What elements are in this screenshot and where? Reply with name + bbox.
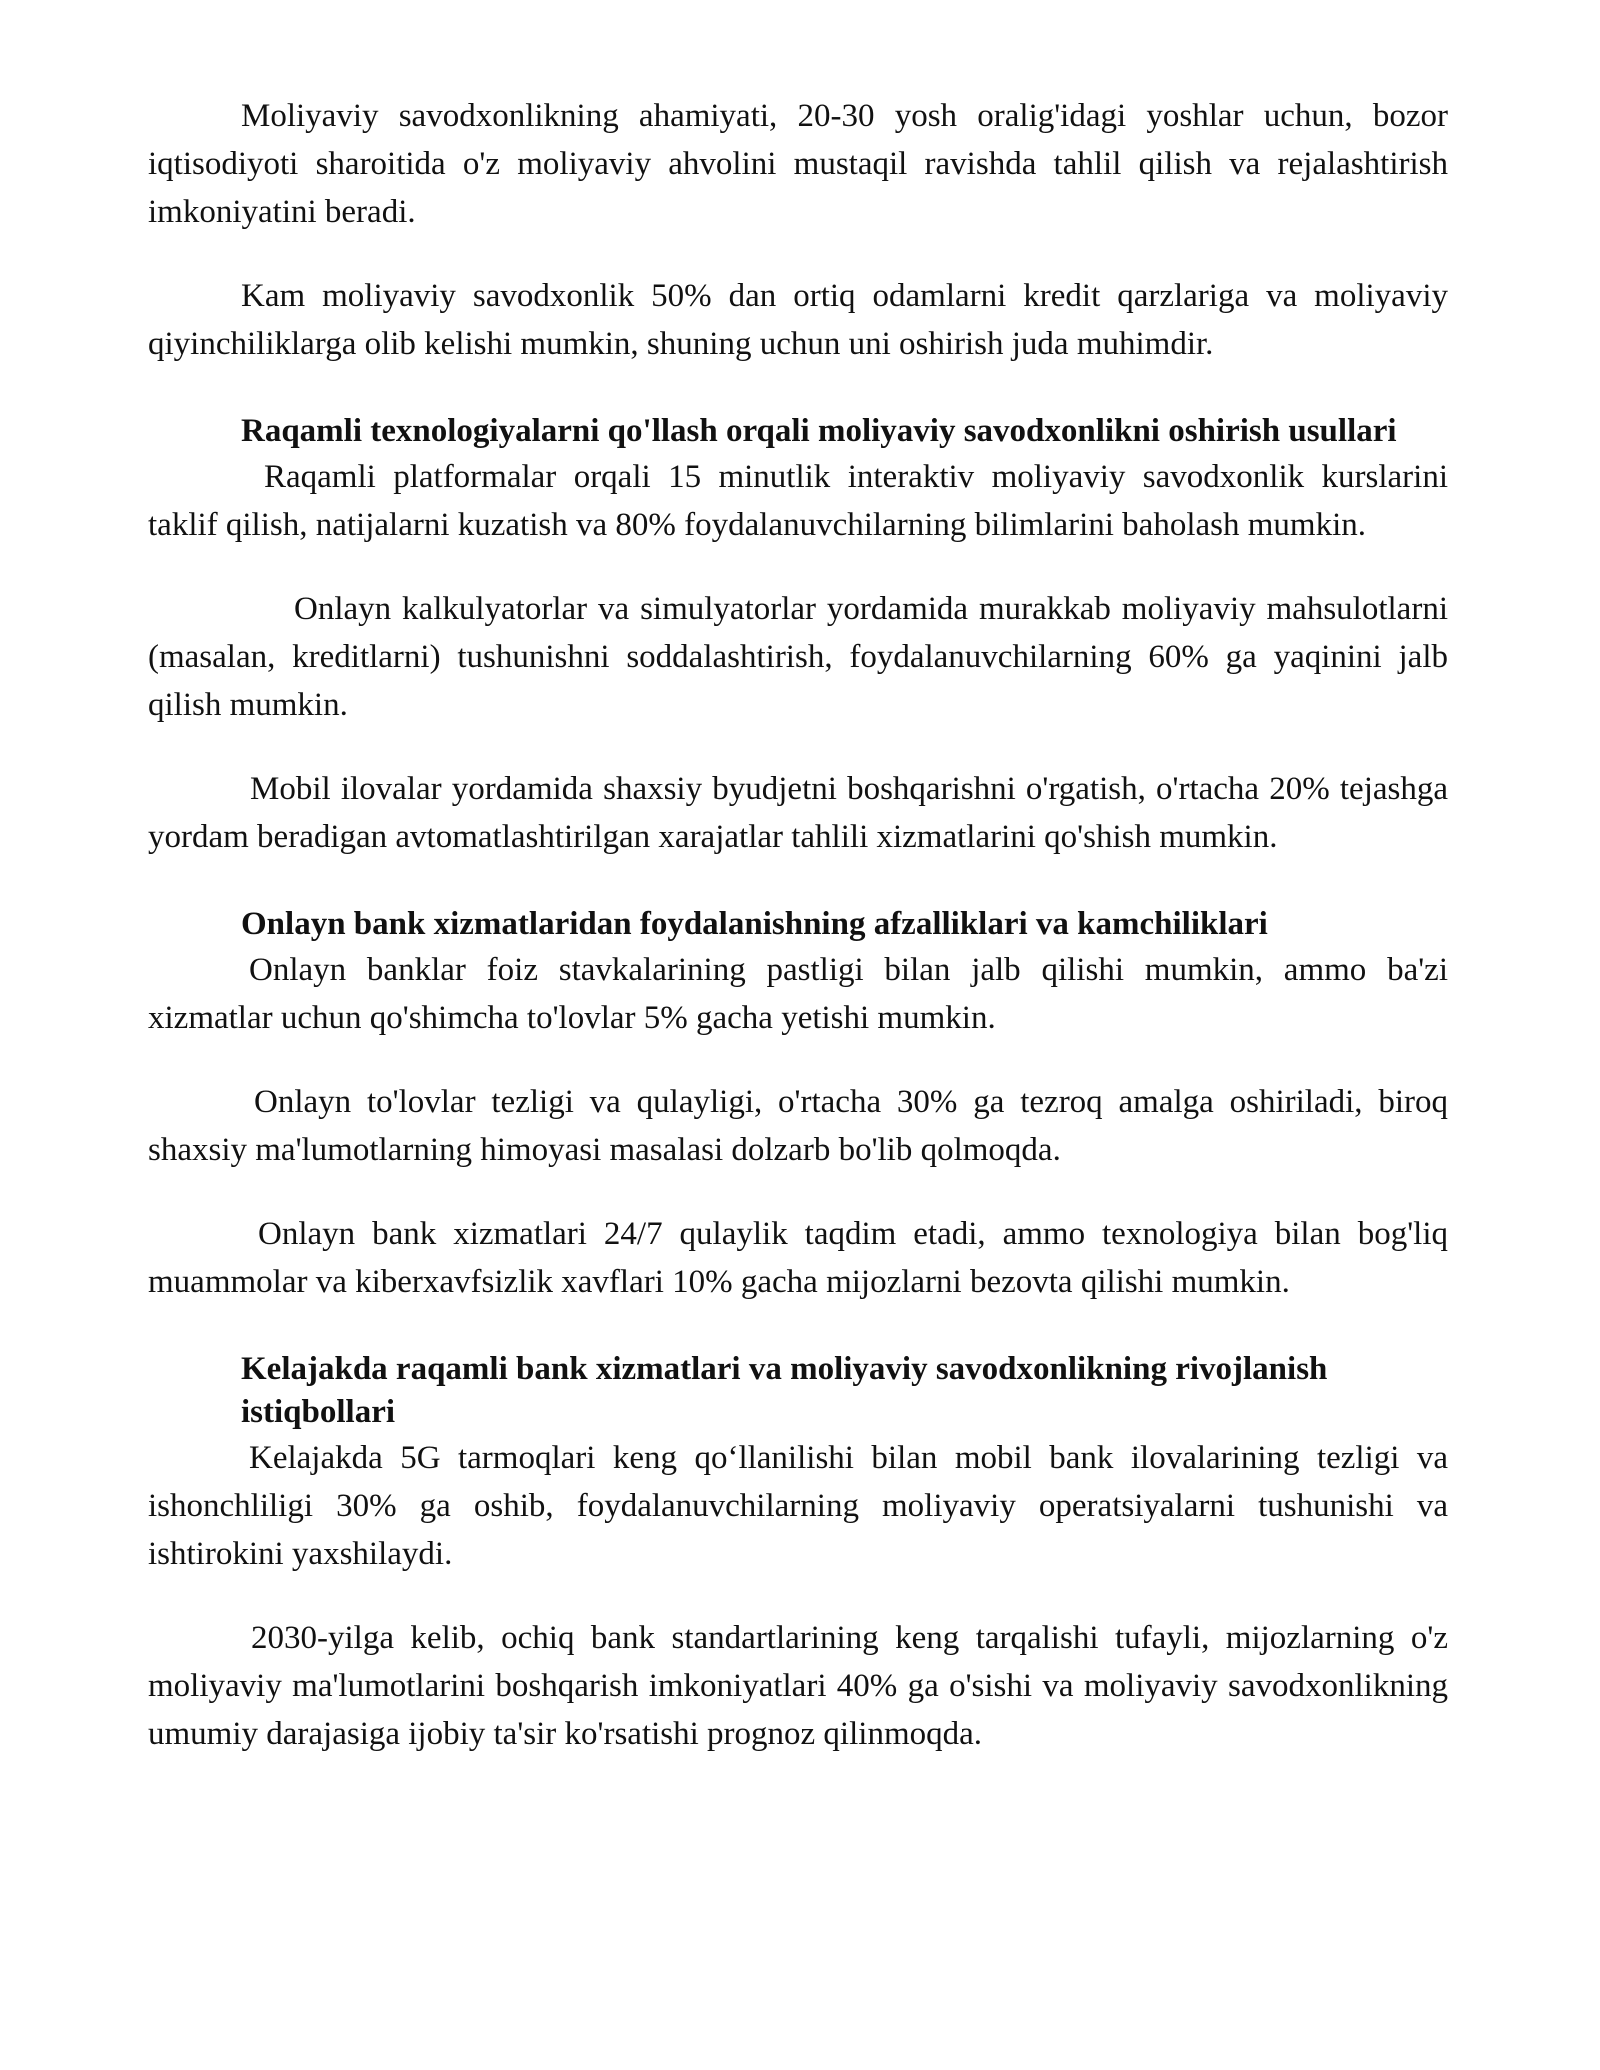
paragraph-5: Mobil ilovalar yordamida shaxsiy byudjetni boshqarishni o'rgatish, o'rtacha 20% tejashga yordam beradigan avtomatlashtirilgan xarajatlar tahlili xizmatlarini qo'shish mumkin. [148, 771, 1448, 855]
paragraph-4: Onlayn kalkulyatorlar va simulyatorlar yordamida murakkab moliyaviy mahsulotlarni (masalan, kreditlarni) tushunishni soddalashtirish, foydalanuvchilarning 60% ga yaqinini jalb qilish mumkin. [148, 591, 1448, 723]
document-page [148, 92, 1448, 1758]
paragraph-7: Onlayn to'lovlar tezligi va qulayligi, o'rtacha 30% ga tezroq amalga oshiriladi, biroq shaxsiy ma'lumotlarning himoyasi masalasi dolzarb bo'lib qolmoqda. [148, 1084, 1448, 1168]
paragraph-2: Kam moliyaviy savodxonlik 50% dan ortiq odamlarni kredit qarzlariga va moliyaviy qiyinchiliklarga olib kelishi mumkin, shuning uchun uni oshirish juda muhimdir. [148, 278, 1448, 362]
section-heading-2: Onlayn bank xizmatlaridan foydalanishning afzalliklari va kamchiliklari [241, 906, 1268, 942]
paragraph-6: Onlayn banklar foiz stavkalarining pastligi bilan jalb qilishi mumkin, ammo ba'zi xizmatlar uchun qo'shimcha to'lovlar 5% gacha yetishi mumkin. [148, 952, 1448, 1036]
paragraph-1: Moliyaviy savodxonlikning ahamiyati, 20-30 yosh oralig'idagi yoshlar uchun, bozor iqtisodiyoti sharoitida o'z moliyaviy ahvolini mustaqil ravishda tahlil qilish va rejalashtirish imkoniyatini beradi. [148, 98, 1448, 230]
paragraph-8: Onlayn bank xizmatlari 24/7 qulaylik taqdim etadi, ammo texnologiya bilan bog'liq muammolar va kiberxavfsizlik xavflari 10% gacha mijozlarni bezovta qilishi mumkin. [148, 1216, 1448, 1300]
paragraph-10: 2030-yilga kelib, ochiq bank standartlarining keng tarqalishi tufayli, mijozlarning o'z moliyaviy ma'lumotlarini boshqarish imkoniyatlari 40% ga o'sishi va moliyaviy savodxonlikning umumiy darajasiga ijobiy ta'sir ko'rsatishi prognoz qilinmoqda. [148, 1620, 1448, 1752]
section-heading-1: Raqamli texnologiyalarni qo'llash orqali moliyaviy savodxonlikni oshirish usullari [241, 413, 1397, 449]
paragraph-3: Raqamli platformalar orqali 15 minutlik interaktiv moliyaviy savodxonlik kurslarini taklif qilish, natijalarni kuzatish va 80% foydalanuvchilarning bilimlarini baholash mumkin. [148, 459, 1448, 543]
paragraph-9: Kelajakda 5G tarmoqlari keng qo‘llanilishi bilan mobil bank ilovalarining tezligi va ishonchliligi 30% ga oshib, foydalanuvchilarning moliyaviy operatsiyalarni tushunishi va ishtirokini yaxshilaydi. [148, 1440, 1448, 1572]
section-heading-3: Kelajakda raqamli bank xizmatlari va moliyaviy savodxonlikning rivojlanish istiqbollari [241, 1351, 1328, 1430]
